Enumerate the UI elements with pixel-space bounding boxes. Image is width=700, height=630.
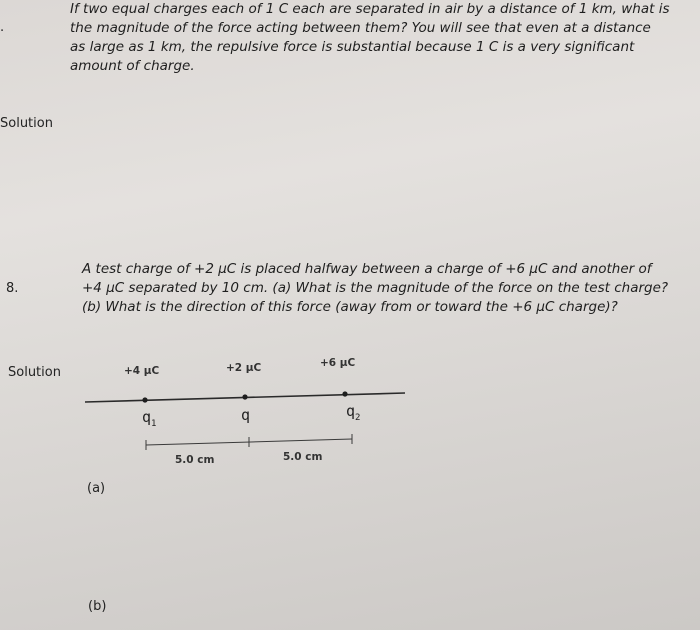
problem-8-line-3: (b) What is the direction of this force (away from or toward the +6 µC charge)?: [82, 299, 618, 315]
problem-7-line-1: If two equal charges each of 1 C each are separated in air by a distance of 1 km, what is: [70, 1, 670, 17]
q2-subscript: 2: [355, 413, 361, 423]
charge-dot-right: [342, 391, 347, 396]
charge-dot-left: [142, 397, 147, 402]
q2-symbol: q: [346, 402, 356, 420]
part-b-label: (b): [88, 599, 107, 614]
problem-8-number: 8.: [6, 281, 19, 296]
part-a-label: (a): [87, 481, 106, 496]
solution-label-1: Solution: [0, 116, 53, 131]
charge-dot-mid: [242, 394, 247, 399]
problem-8-line-2: +4 µC separated by 10 cm. (a) What is the magnitude of the force on the test charge?: [82, 280, 669, 296]
solution-label-2: Solution: [8, 365, 61, 380]
problem-8-line-1: A test charge of +2 µC is placed halfway between a charge of +6 µC and another of: [82, 261, 652, 277]
q1-subscript: 1: [151, 419, 157, 429]
problem-7-line-2: the magnitude of the force acting between them? You will see that even at a distance: [70, 20, 651, 36]
charge-label-right: +6 µC: [320, 357, 356, 369]
charge-label-left: +4 µC: [124, 365, 160, 377]
charge-label-mid: +2 µC: [226, 362, 262, 374]
distance-label-left: 5.0 cm: [175, 454, 215, 466]
problem-7-line-3: as large as 1 km, the repulsive force is substantial because 1 C is a very significant: [70, 39, 635, 55]
problem-7-line-4: amount of charge.: [70, 58, 195, 74]
q-label: q: [241, 406, 251, 424]
distance-label-right: 5.0 cm: [283, 451, 323, 463]
q1-label: [142, 408, 156, 429]
q1-symbol: q: [142, 408, 152, 426]
problem-7-number: .: [0, 20, 5, 35]
q2-label: [346, 402, 360, 423]
